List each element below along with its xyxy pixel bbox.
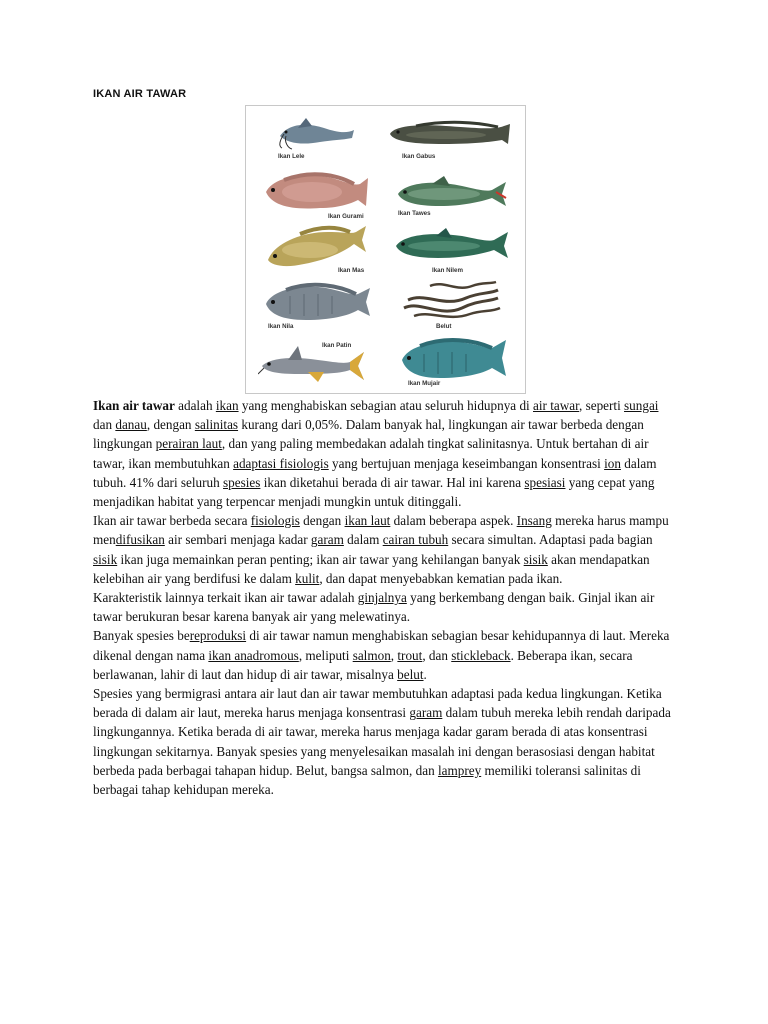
fish-label: Ikan Lele [278,153,305,160]
link-garam[interactable]: garam [409,705,443,721]
text: , seperti [578,398,625,413]
text: akan mendapatkan kelebihan air yang berdifusi ke dalam [93,551,650,586]
text: di air tawar namun menghabiskan sebagian besar kehidupannya di laut. Mereka dikenal dengan nama [93,628,670,663]
lead-term: Ikan air tawar [93,398,175,413]
text: Spesies yang bermigrasi antara air laut dan air tawar membutuhkan adaptasi pada kedua lingkungan. Ketika berada di dalam air laut, mereka harus menjaga konsentrasi [93,686,662,721]
text: dalam tubuh. 41% dari seluruh [93,455,657,490]
link-stickleback[interactable]: stickleback [451,647,511,663]
text: secara simultan. Adaptasi pada bagian [448,532,653,548]
snakehead-icon [386,118,514,150]
link-difusikan[interactable]: difusikan [115,532,165,548]
link-perairan-laut[interactable]: perairan laut [155,436,222,452]
fish-label: Ikan Patin [322,342,352,349]
text: Banyak spesies be [93,628,190,644]
gourami-icon [260,170,372,214]
text: dalam [343,532,383,548]
eel-icon [400,278,502,322]
fish-figure [245,105,526,394]
fish-label: Ikan Mas [338,267,365,274]
text: dalam beberapa aspek. [390,513,517,529]
text: , dan yang paling membedakan adalah tingkat salinitasnya. Untuk bertahan di air tawar, ikan membutuhkan [93,436,649,471]
link-insang[interactable]: Insang [516,513,552,529]
link-fisiologis[interactable]: fisiologis [250,513,300,529]
text: , dan dapat menyebabkan kematian pada ikan. [319,570,563,586]
text: ikan diketahui berada di air tawar. Hal ini karena [260,474,525,490]
text: . [423,666,427,682]
paragraph [93,588,673,626]
text: yang menghabiskan sebagian atau seluruh hidupnya di [238,398,534,413]
paragraph [93,511,673,588]
text: adalah [174,398,216,413]
link-salinitas[interactable]: salinitas [194,417,239,433]
barb-icon [392,176,510,210]
catfish-icon [276,114,358,152]
link-spesies[interactable]: spesies [223,474,261,490]
link-spesiasi[interactable]: spesiasi [524,474,566,490]
paragraph [93,396,673,511]
fish-label: Ikan Gabus [402,153,436,160]
text: . Beberapa ikan, secara berlawanan, lahir di laut dan hidup di air tawar, misalnya [93,647,633,682]
link-sisik[interactable]: sisik [523,551,548,567]
text: Ikan air tawar berbeda secara [93,513,251,529]
link-ikan-anadromous[interactable]: ikan anadromous [208,647,299,663]
link-sungai[interactable]: sungai [624,398,659,413]
paragraph [93,684,673,799]
text: kurang dari 0,05%. Dalam banyak hal, lingkungan air tawar berbeda dengan lingkungan [93,417,644,452]
text: yang cepat yang menjadikan habitat yang terpencar menjadi mungkin untuk ditinggali. [93,474,655,510]
tilapia-icon [260,282,372,322]
fish-label: Ikan Mujair [408,380,441,387]
link-adaptasi-fisiologis[interactable]: adaptasi fisiologis [233,455,329,471]
text: , [390,647,398,663]
link-air-tawar[interactable]: air tawar [533,398,579,413]
text: memiliki toleransi salinitas di berbagai tahap kehidupan mereka. [93,762,641,798]
text: mereka harus mampu men [93,513,669,548]
text: , dengan [146,417,195,433]
text: yang bertujuan menjaga keseimbangan konsentrasi [328,455,605,471]
nilem-icon [390,228,512,262]
link-garam[interactable]: garam [310,532,344,548]
text: air sembari menjaga kadar [164,532,311,548]
carp-icon [264,224,368,272]
fish-label: Belut [436,323,452,330]
text: Karakteristik lainnya terkait ikan air tawar adalah [93,590,358,606]
text: dengan [299,513,345,529]
link-salmon[interactable]: salmon [352,647,391,663]
text: dalam tubuh mereka lebih rendah daripada lingkungannya. Ketika berada di air tawar, mereka harus menjaga kadar garam berada di atas konsentrasi lingkungan sekitarnya. Banyak spesies yang menyelesaikan masalah ini dengan berasosiasi dengan habitat berbeda pada berbagai tahapan hidup. Belut, bangsa salmon, dan [93,705,671,778]
text: dan [93,417,116,433]
text: , dan [422,647,452,663]
fish-label: Ikan Gurami [328,213,364,220]
link-reproduksi[interactable]: reproduksi [189,628,247,644]
link-sisik[interactable]: sisik [93,551,118,567]
document-heading: IKAN AIR TAWAR [93,88,187,100]
fish-label: Ikan Nilem [432,267,463,274]
fish-label: Ikan Nila [268,323,294,330]
link-lamprey[interactable]: lamprey [437,762,482,778]
link-ginjalnya[interactable]: ginjalnya [357,590,407,606]
text: yang berkembang dengan baik. Ginjal ikan air tawar berukuran besar karena banyak air yang melewatinya. [93,590,655,625]
link-cairan-tubuh[interactable]: cairan tubuh [382,532,449,548]
link-ikan-laut[interactable]: ikan laut [344,513,391,529]
article-body [93,396,673,799]
link-trout[interactable]: trout [397,647,423,663]
link-danau[interactable]: danau [115,417,147,433]
paragraph [93,626,673,684]
link-ion[interactable]: ion [604,455,621,471]
link-kulit[interactable]: kulit [295,570,320,586]
fish-label: Ikan Tawes [398,210,431,217]
text: , meliputi [298,647,353,663]
mujair-icon [396,336,510,382]
link-belut[interactable]: belut [397,666,424,682]
patin-icon [258,344,368,384]
text: ikan juga memainkan peran penting; ikan air tawar yang kehilangan banyak [117,551,524,567]
link-ikan[interactable]: ikan [215,398,239,413]
